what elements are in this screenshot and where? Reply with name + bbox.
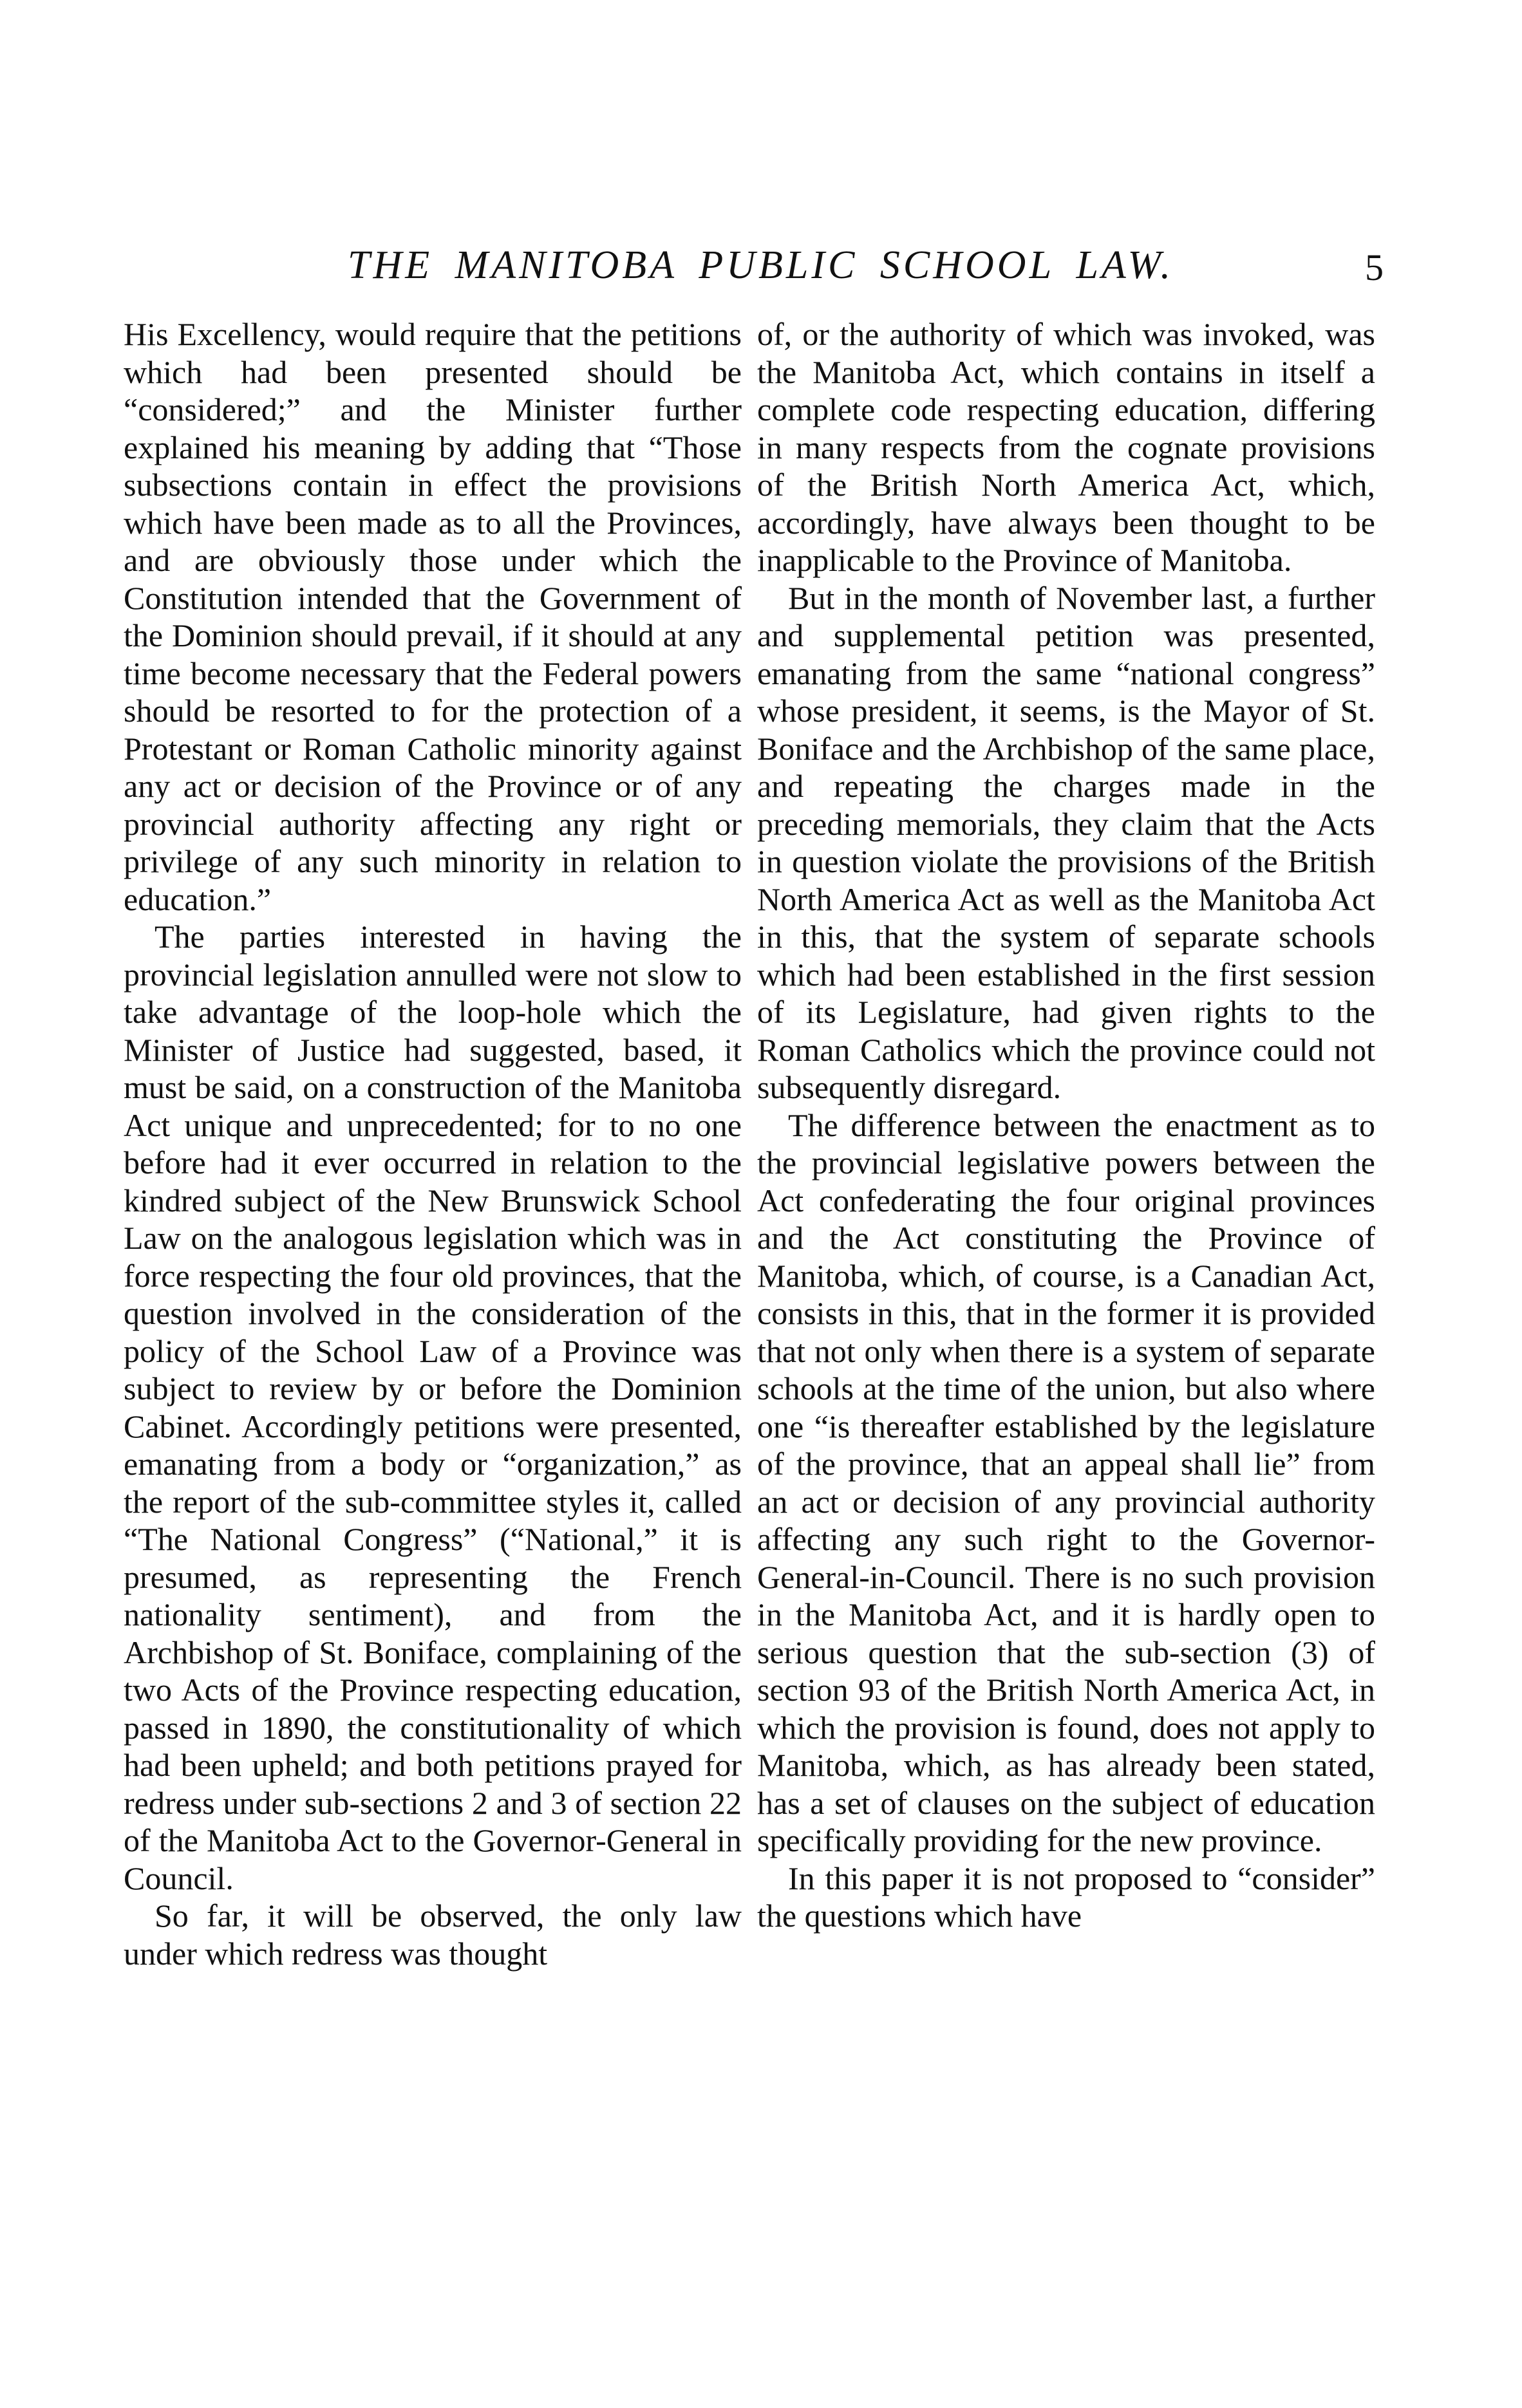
right-column	[757, 315, 1375, 2375]
paragraph: The parties interested in having the provincial legislation annulled were not slow to take advantage of the loop-hole which the Minister of Justice had suggested, based, it must be said, on a construction of the Manitoba Act unique and unprecedented; for to no one before had it ever occurred in relation to the kindred subject of the New Brunswick School Law on the analogous legislation which was in force respecting the four old provinces, that the question involved in the consideration of the policy of the School Law of a Province was subject to review by or before the Dominion Cabinet. Accordingly petitions were presented, emanating from a body or “organization,” as the report of the sub-committee styles it, called “The National Congress” (“National,” it is presumed, as representing the French nationality sentiment), and from the Archbishop of St. Boniface, complaining of the two Acts of the Province respecting education, passed in 1890, the constitutionality of which had been upheld; and both petitions prayed for redress under sub-sections 2 and 3 of section 22 of the Manitoba Act to the Governor-General in Council.	[124, 919, 742, 1896]
paragraph: So far, it will be observed, the only law under which redress was thought	[124, 1898, 742, 1972]
left-column	[124, 315, 742, 2375]
paragraph: His Excellency, would require that the petitions which had been presented should be “considered;” and the Minister further explained his meaning by adding that “Those subsections contain in effect the provisions which have been made as to all the Provinces, and are obviously those under which the Constitution intended that the Government of the Dominion should prevail, if it should at any time become necessary that the Federal powers should be resorted to for the protection of a Protestant or Roman Catholic minority against any act or decision of the Province or of any provincial authority affecting any right or privilege of any such minority in relation to education.”	[124, 316, 742, 917]
paragraph: of, or the authority of which was invoked, was the Manitoba Act, which contains in itself a complete code respecting education, differing in many respects from the cognate provisions of the British North America Act, which, accordingly, have always been thought to be inapplicable to the Province of Manitoba.	[757, 316, 1375, 578]
running-head	[0, 239, 1522, 291]
page-number: 5	[1365, 247, 1384, 288]
paragraph: The difference between the enactment as to the provincial legislative powers between the Act confederating the four original provinces and the Act constituting the Province of Manitoba, which, of course, is a Canadian Act, consists in this, that in the former it is provided that not only when there is a system of separate schools at the time of the union, but also where one “is thereafter established by the legislature of the province, that an appeal shall lie” from an act or decision of any provincial authority affecting any such right to the Governor-General-in-Council. There is no such provision in the Manitoba Act, and it is hardly open to serious question that the sub-section (3) of section 93 of the British North America Act, in which the provision is found, does not apply to Manitoba, which, as has already been stated, has a set of clauses on the subject of education specifically providing for the new province.	[757, 1106, 1375, 1858]
paragraph: In this paper it is not proposed to “consider” the questions which have	[757, 1860, 1375, 1934]
running-title: THE MANITOBA PUBLIC SCHOOL LAW.	[348, 243, 1174, 287]
paragraph: But in the month of November last, a further and supplemental petition was presented, emanating from the same “national congress” whose president, it seems, is the Mayor of St. Boniface and the Archbishop of the same place, and repeating the charges made in the preceding memorials, they claim that the Acts in question violate the provisions of the British North America Act as well as the Manitoba Act in this, that the system of separate schools which had been established in the first session of its Legislature, had given rights to the Roman Catholics which the province could not subsequently disregard.	[757, 579, 1375, 1105]
